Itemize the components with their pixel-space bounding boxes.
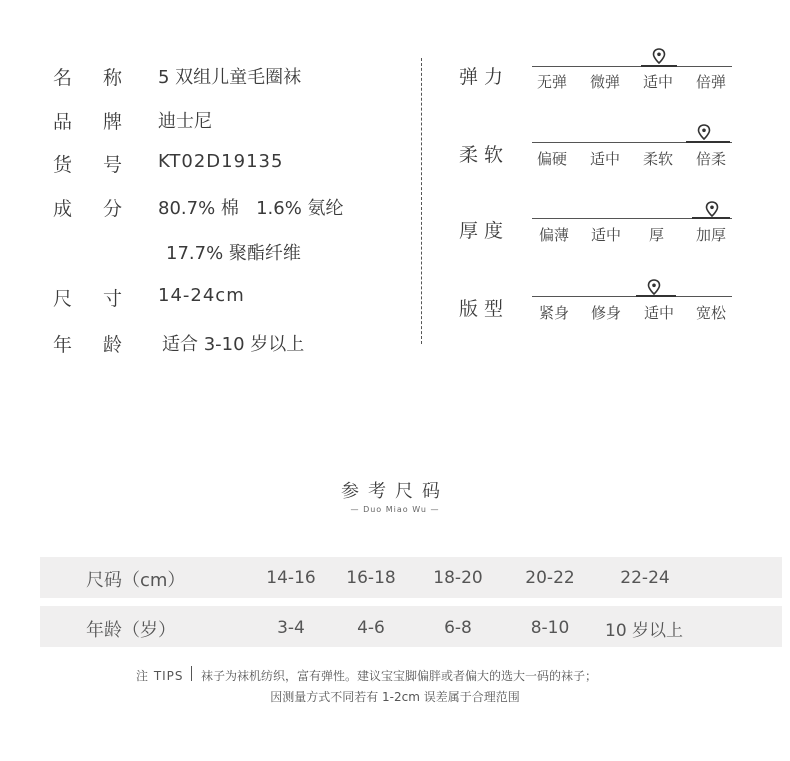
spec-value: 适合 3-10 岁以上: [162, 334, 305, 355]
scale-option: 紧身: [539, 304, 570, 322]
location-pin-icon: [704, 201, 720, 217]
spec-key-char: 寸: [103, 288, 123, 310]
spec-value: 80.7% 棉 1.6% 氨纶: [158, 198, 344, 219]
scale-label: 柔软: [459, 144, 510, 166]
scale-line: [532, 296, 732, 297]
table-cell: 8-10: [530, 618, 570, 638]
scale-option: 无弹: [537, 73, 568, 91]
spec-key-char: 名: [53, 67, 73, 89]
spec-key-char: 成: [53, 198, 73, 220]
spec-value: 5 双组儿童毛圈袜: [158, 67, 302, 88]
scale-option: 适中: [591, 226, 622, 244]
scale-label: 弹力: [459, 66, 510, 88]
scale-option-selected: 加厚: [696, 226, 727, 244]
table-cell: 18-20: [433, 568, 483, 588]
scale-line: [532, 66, 732, 67]
scale-option-selected: 适中: [643, 73, 674, 91]
table-cell: 14-16: [266, 568, 316, 588]
row-header: 年龄（岁）: [86, 620, 176, 641]
scale-option: 厚: [649, 226, 665, 244]
scale-selected-segment: [636, 295, 676, 297]
table-cell: 6-8: [444, 618, 472, 638]
spec-key-char: 分: [103, 198, 123, 220]
table-cell: 16-18: [346, 568, 396, 588]
scale-selected-segment: [686, 141, 730, 143]
location-pin-icon: [651, 48, 667, 64]
table-cell: 4-6: [357, 618, 385, 638]
scale-selected-segment: [692, 217, 730, 219]
scale-selected-segment: [641, 65, 677, 67]
scale-option: 宽松: [696, 304, 727, 322]
table-cell: 10 岁以上: [605, 621, 684, 641]
spec-key-char: 尺: [53, 288, 73, 310]
spec-key-char: 品: [53, 111, 73, 133]
row-header: 尺码（cm）: [86, 570, 186, 591]
spec-value: 14-24cm: [158, 285, 245, 306]
spec-key-char: 龄: [103, 334, 123, 356]
spec-key-char: 货: [53, 154, 73, 176]
table-cell: 20-22: [525, 568, 575, 588]
scale-label: 厚度: [459, 220, 510, 242]
scale-option: 微弹: [590, 73, 621, 91]
scale-label: 版型: [459, 298, 510, 320]
tips-label: 注 TIPS: [136, 669, 184, 683]
column-divider: [421, 58, 422, 344]
scale-option-selected: 倍柔: [696, 150, 727, 168]
table-cell: 3-4: [277, 618, 305, 638]
tips-separator: [191, 666, 192, 681]
tips-line2: 因测量方式不同若有 1-2cm 误差属于合理范围: [270, 690, 520, 704]
scale-option-selected: 适中: [644, 304, 675, 322]
reference-subtitle: — Duo Miao Wu —: [350, 505, 440, 514]
spec-value-continued: 17.7% 聚酯纤维: [166, 243, 301, 264]
scale-option: 柔软: [643, 150, 674, 168]
scale-option: 偏硬: [537, 150, 568, 168]
scale-option: 修身: [591, 304, 622, 322]
location-pin-icon: [646, 279, 662, 295]
spec-value: 迪士尼: [158, 111, 212, 132]
location-pin-icon: [696, 124, 712, 140]
spec-key-char: 牌: [103, 111, 123, 133]
reference-title: 参考尺码: [341, 481, 449, 502]
scale-option: 倍弹: [696, 73, 727, 91]
spec-key-char: 称: [103, 67, 123, 89]
tips-line1: 袜子为袜机纺织，富有弹性。建议宝宝脚偏胖或者偏大的选大一码的袜子；: [201, 669, 598, 683]
spec-key-char: 年: [53, 334, 73, 356]
spec-key-char: 号: [103, 154, 123, 176]
spec-value: KT02D19135: [158, 151, 284, 172]
scale-option: 适中: [590, 150, 621, 168]
table-cell: 22-24: [620, 568, 670, 588]
scale-option: 偏薄: [539, 226, 570, 244]
